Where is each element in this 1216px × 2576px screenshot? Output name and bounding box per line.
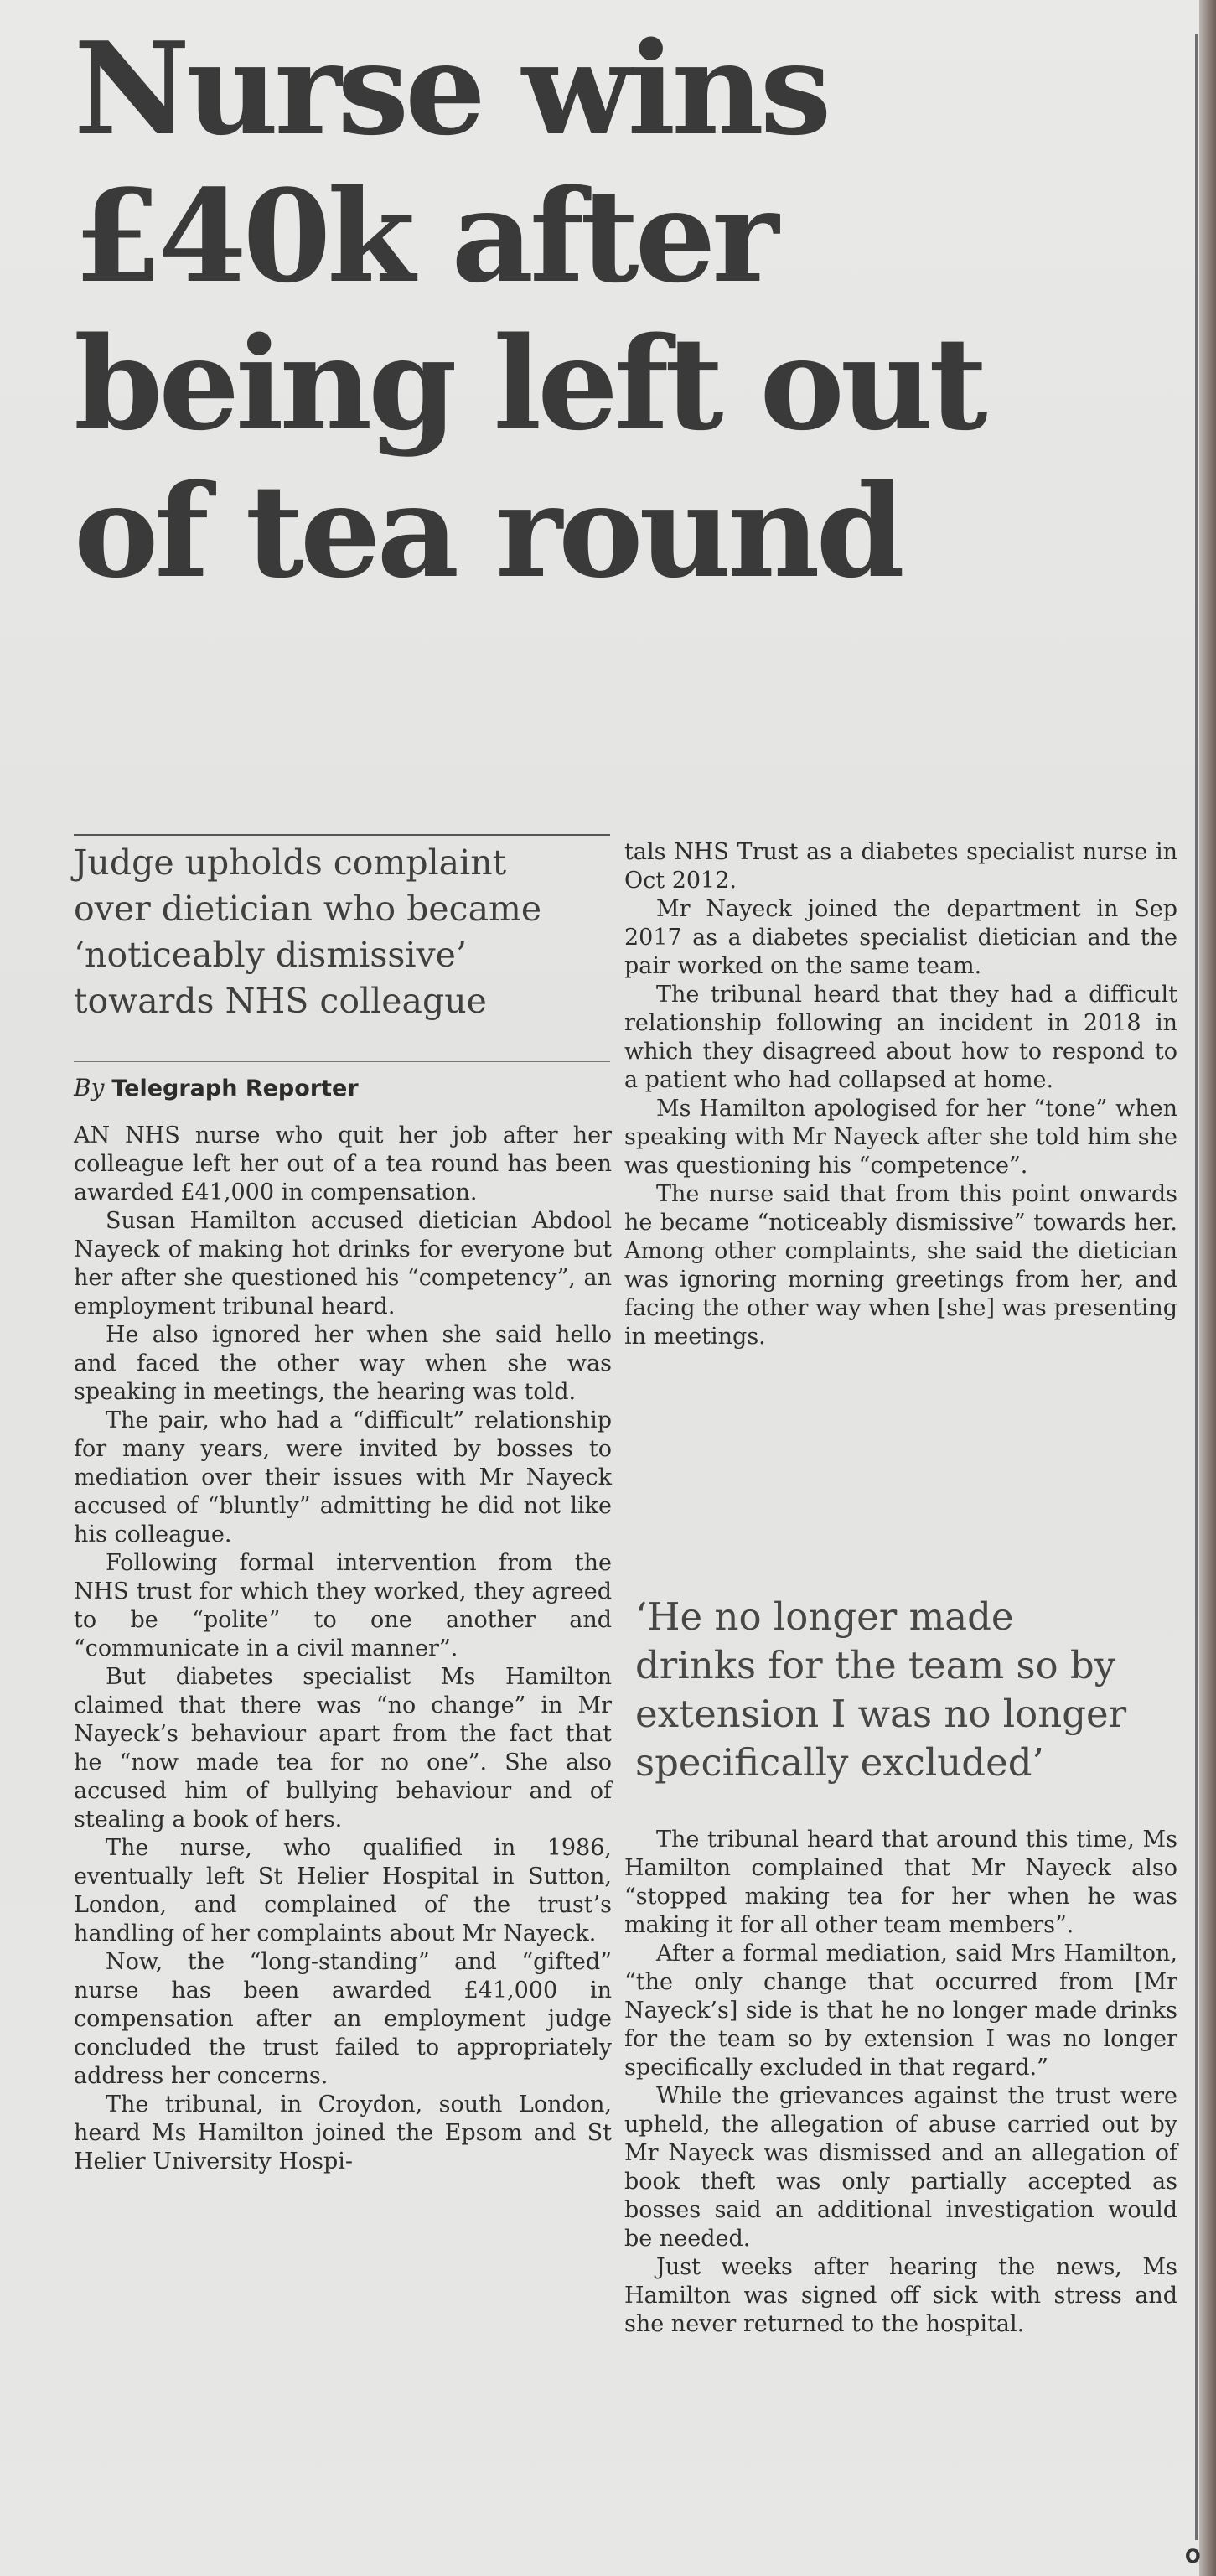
pull-quote: ‘He no longer made drinks for the team so by extension I was no longer specifically excluded’ [635, 1594, 1127, 1785]
headline [74, 15, 1180, 605]
body-paragraph: The nurse, who qualified in 1986, eventually left St Helier Hospital in Sutton, London, and complained of the trust’s handling of her complaints about Mr Nayeck. [74, 1835, 612, 1946]
headline-line: being left out [74, 308, 984, 459]
deck-bottom-rule [74, 1061, 610, 1062]
body-paragraph: The tribunal heard that they had a difficult relationship following an incident in 2018 in which they disagreed about how to respond to a patient who had collapsed at home. [624, 982, 1177, 1093]
body-paragraph: tals NHS Trust as a diabetes specialist nurse in Oct 2012. [624, 839, 1177, 894]
headline-line: Nurse wins [74, 13, 828, 163]
body-paragraph: But diabetes specialist Ms Hamilton claimed that there was “no change” in Mr Nayeck’s behaviour apart from the fact that he “now made tea for no one”. She also accused him of bullying behaviour and of stealing a book of hers. [74, 1664, 612, 1832]
body-paragraph: While the grievances against the trust were upheld, the allegation of abuse carried out by Mr Nayeck was dismissed and an allegation of book theft was only partially accepted as bosses said an additional investigation would be needed. [624, 2083, 1177, 2252]
headline-line: of tea round [74, 456, 901, 606]
column-divider-rule [1195, 34, 1198, 2540]
body-paragraph: AN NHS nurse who quit her job after her colleague left her out of a tea round has been awarded £41,000 in compensation. [74, 1122, 612, 1205]
article-column-2-top [624, 838, 1177, 1351]
body-paragraph: The tribunal heard that around this time, Ms Hamilton complained that Mr Nayeck also “stopped making tea for her when he was making it for all other team members”. [624, 1827, 1177, 1938]
body-paragraph: He also ignored her when she said hello and faced the other way when she was speaking in meetings, the hearing was told. [74, 1322, 612, 1405]
byline-prefix: By [74, 1074, 105, 1101]
byline-author: Telegraph Reporter [111, 1075, 359, 1101]
body-paragraph: The tribunal, in Croydon, south London, heard Ms Hamilton joined the Epsom and St Helier University Hospi- [74, 2091, 612, 2174]
article-column-2-bottom [624, 1826, 1177, 2339]
headline-line: £40k after [74, 161, 775, 311]
body-paragraph: Just weeks after hearing the news, Ms Hamilton was signed off sick with stress and she never returned to the hospital. [624, 2254, 1177, 2337]
adjacent-article-fragment: O [1185, 2547, 1201, 2568]
byline [74, 1071, 359, 1106]
body-paragraph: Following formal intervention from the NHS trust for which they worked, they agreed to be “polite” to one another and “communicate in a civil manner”. [74, 1550, 612, 1661]
body-paragraph: Mr Nayeck joined the department in Sep 2017 as a diabetes specialist dietician and the pair worked on the same team. [624, 896, 1177, 979]
body-paragraph: The nurse said that from this point onwards he became “noticeably dismissive” towards her. Among other complaints, she said the dietician was ignoring morning greetings from her, and facing the other way when [she] was presenting in meetings. [624, 1181, 1177, 1350]
body-paragraph: The pair, who had a “difficult” relationship for many years, were invited by bosses to mediation over their issues with Mr Nayeck accused of “bluntly” admitting he did not like his colleague. [74, 1407, 612, 1547]
deck-top-rule [74, 834, 610, 836]
body-paragraph: After a formal mediation, said Mrs Hamilton, “the only change that occurred from [Mr Nayeck’s] side is that he no longer made drinks for the team so by extension I was no longer specifically excluded in that regard.” [624, 1941, 1177, 2081]
article-column-1 [74, 1122, 612, 2176]
standfirst: Judge upholds complaint over dietician who became ‘noticeably dismissive’ towards NHS colleague [74, 842, 542, 1021]
body-paragraph: Now, the “long-standing” and “gifted” nurse has been awarded £41,000 in compensation after an employment judge concluded the trust failed to appropriately address her concerns. [74, 1949, 612, 2089]
body-paragraph: Susan Hamilton accused dietician Abdool Nayeck of making hot drinks for everyone but her after she questioned his “competency”, an employment tribunal heard. [74, 1208, 612, 1319]
page-edge-strip [1199, 0, 1216, 2576]
body-paragraph: Ms Hamilton apologised for her “tone” when speaking with Mr Nayeck after she told him she was questioning his “competence”. [624, 1096, 1177, 1179]
